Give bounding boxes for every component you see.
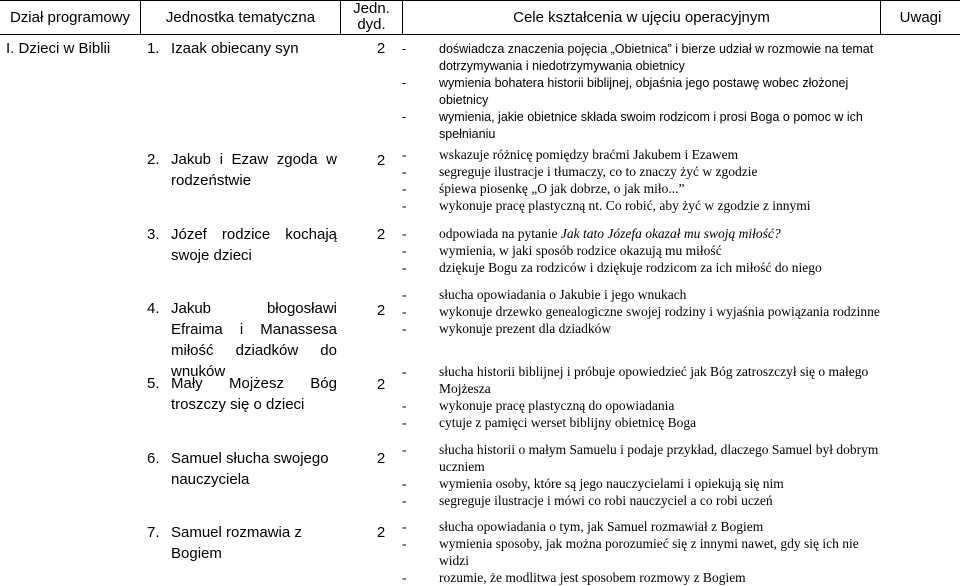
lesson-title: Samuel słucha swojego nauczyciela (171, 450, 329, 488)
lesson-goals (402, 225, 880, 276)
header-jednostka: Jednostka tematyczna (165, 8, 316, 26)
lesson-number: 2. (147, 151, 160, 168)
lesson-number: 4. (147, 300, 160, 317)
goal-item: - rozumie, że modlitwa jest sposobem rozmowy z Bogiem (402, 570, 746, 585)
goal-item: - odpowiada na pytanie Jak tato Józefa okazał mu swoją miłość? (402, 226, 781, 241)
lesson-goals (402, 146, 880, 214)
goal-item: - słucha historii biblijnej i próbuje opowiedzieć jak Bóg zatroszczył się o małego Mojżesza (402, 364, 869, 396)
lesson-title: Samuel rozmawia z Bogiem (171, 524, 302, 562)
lesson-number: 1. (147, 40, 160, 57)
goal-item: - segreguje ilustracje i tłumaczy, co to znaczy żyć w zgodzie (402, 164, 758, 179)
lesson-title: Józef rodzice kochają swoje dzieci (171, 226, 337, 264)
lesson-goals (402, 41, 880, 143)
lesson-title: Mały Mojżesz Bóg troszczy się o dzieci (171, 375, 337, 413)
header-uwagi: Uwagi (899, 8, 942, 26)
header-bottom-border (0, 34, 960, 35)
lesson-title: Izaak obiecany syn (171, 40, 299, 57)
lesson-hours: 2 (376, 226, 386, 243)
goal-item: - słucha historii o małym Samuelu i podaje przykład, dlaczego Samuel był dobrym uczniem (402, 442, 879, 474)
goal-item: - wykonuje pracę plastyczną do opowiadania (402, 398, 675, 413)
lesson-number: 3. (147, 226, 160, 243)
goal-item: - wykonuje prezent dla dziadków (402, 321, 612, 336)
header-jedn-line1: Jedn. (353, 0, 390, 17)
goal-item: - segreguje ilustracje i mówi co robi nauczyciel a co robi uczeń (402, 493, 773, 508)
goal-item: - wymienia osoby, które są jego nauczycielami i opiekują się nim (402, 476, 784, 491)
header-cele: Cele kształcenia w ujęciu operacyjnym (513, 8, 770, 26)
goal-item: - wymienia, jakie obietnice składa swoim rodzicom i prosi Boga o pomoc w ich spełnianiu (402, 110, 863, 141)
lesson-number: 7. (147, 524, 160, 541)
goal-item: - śpiewa piosenkę „O jak dobrze, o jak miło...” (402, 181, 685, 196)
header-jedn-dyd (341, 0, 402, 34)
goal-item: - słucha opowiadania o Jakubie i jego wnukach (402, 287, 687, 302)
goal-item: - wykonuje pracę plastyczną nt. Co robić, aby żyć w zgodzie z innymi (402, 198, 811, 213)
header-jedn-line2: dyd. (357, 16, 386, 33)
goal-item: - cytuje z pamięci werset biblijny obietnicę Boga (402, 415, 697, 430)
lesson-hours: 2 (376, 40, 386, 57)
lesson-title: Jakub błogosławi Efraima i Manassesa miłość dziadków do wnuków (171, 300, 337, 380)
lesson-hours: 2 (376, 450, 386, 467)
lesson-goals (402, 441, 880, 509)
lesson-goals (402, 518, 880, 586)
goal-item: - wymienia, w jaki sposób rodzice okazują mu miłość (402, 243, 722, 258)
lesson-number: 5. (147, 375, 160, 392)
lesson-hours: 2 (376, 152, 386, 169)
goal-item: - wykonuje drzewko genealogiczne swojej rodziny i wyjaśnia powiązania rodzinne (402, 304, 880, 319)
lesson-number: 6. (147, 450, 160, 467)
lesson-hours: 2 (376, 376, 386, 393)
goal-item: - wskazuje różnicę pomiędzy braćmi Jakubem i Ezawem (402, 147, 739, 162)
lesson-goals (402, 286, 880, 337)
lesson-hours: 2 (376, 524, 386, 541)
lesson-title: Jakub i Ezaw zgoda w rodzeństwie (171, 151, 337, 189)
section-title: I. Dzieci w Biblii (6, 40, 111, 57)
header-dzial: Dział programowy (9, 8, 131, 26)
goal-item: - słucha opowiadania o tym, jak Samuel rozmawiał z Bogiem (402, 519, 764, 534)
goal-item: - doświadcza znaczenia pojęcia „Obietnica” i bierze udział w rozmowie na temat dotrzymywania i niedotrzymywania obietnicy (402, 42, 874, 73)
goal-item: - dziękuje Bogu za rodziców i dziękuje rodzicom za ich miłość do niego (402, 260, 822, 275)
lesson-hours: 2 (376, 302, 386, 319)
goal-item: - wymienia bohatera historii biblijnej, objaśnia jego postawę wobec złożonej obietnicy (402, 76, 849, 107)
lesson-goals (402, 363, 880, 431)
goal-item: - wymienia sposoby, jak można porozumieć się z innymi nawet, gdy się ich nie widzi (402, 536, 859, 568)
